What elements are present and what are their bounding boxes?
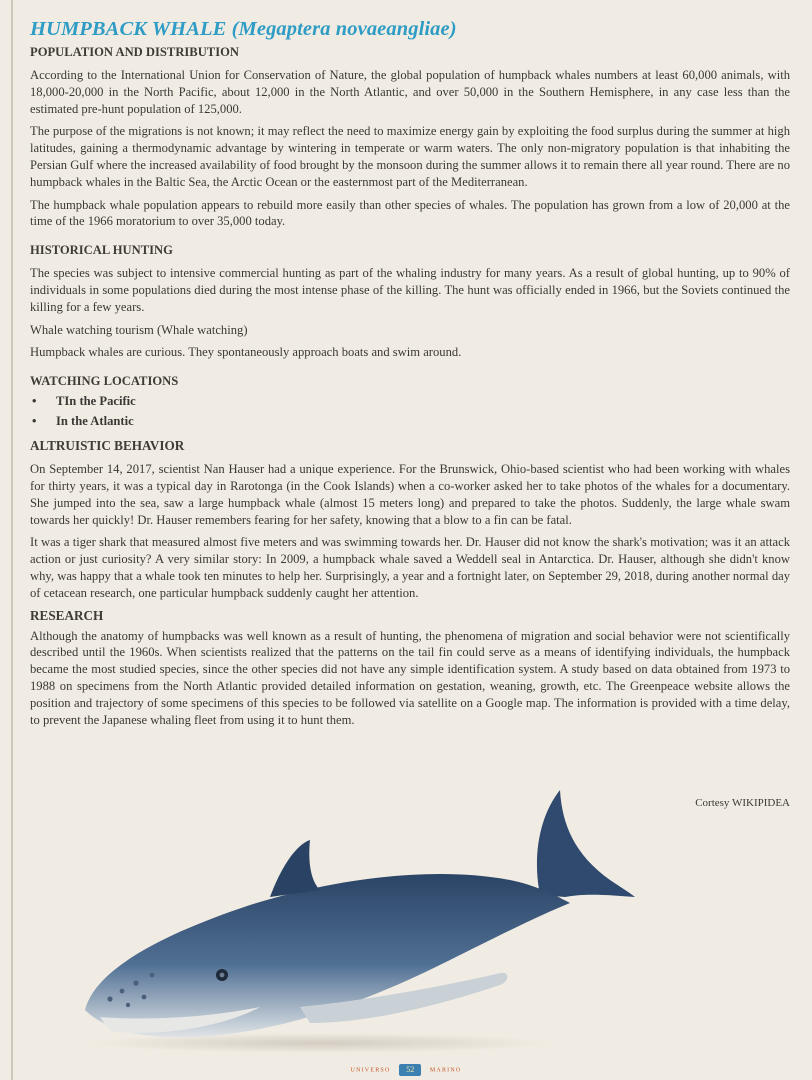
altruistic-paragraph-1: On September 14, 2017, scientist Nan Hauser had a unique experience. For the Brunswick, Ohio-based scientist who had been working with whales for thirty years, it was a typical day in Rarotonga (in the Cook Islands) when a co-worker asked her to take photos of the whales for a documentary. She jumped into the sea, saw a large humpback whale (almost 15 meters long) and prepared to take the photos. Suddenly, the large whale swam towards her quickly! Dr. Hauser remembers fearing for her safety, knowing that a blow to a fin can be fatal. — [30, 462, 790, 527]
population-paragraph-1: According to the International Union for Conservation of Nature, the global population of humpback whales numbers at least 60,000 animals, with 18,000-20,000 in the North Pacific, about 12,000 in the North Atlantic, and over 50,000 in the Southern Hemisphere, in any case less than the estimated pre-hunt population of 125,000. — [30, 68, 790, 116]
hunting-paragraph-2: Whale watching tourism (Whale watching) — [30, 322, 248, 337]
page-number: 52 — [399, 1064, 421, 1076]
altruistic-paragraph-2: It was a tiger shark that measured almost five meters and was swimming towards her. Dr. Hauser did not know the shark's motivation; was it an attack action or just curiosity? A very similar story: In 2009, a humpback whale saved a Weddell seal in Antarctica. Dr. Hauser, although she didn't know why, was happy that a whale took ten minutes to help her. Surprisingly, a year and a fortnight later, on September 29, 2018, during another normal day of cetacean research, one particular humpback suddenly caught her attention. — [30, 535, 790, 600]
article — [30, 18, 790, 734]
footer-right-text: MARINO — [429, 1067, 462, 1074]
footer-left-text: UNIVERSO — [350, 1067, 391, 1074]
hunting-heading: HISTORICAL HUNTING — [30, 243, 173, 258]
watching-heading: WATCHING LOCATIONS — [30, 374, 179, 389]
watching-list — [30, 391, 790, 431]
humpback-whale-illustration — [70, 785, 670, 1055]
population-paragraph-3: The humpback whale population appears to rebuild more easily than other species of whales. The population has grown from a low of 20,000 at the time of the 1966 moratorium to over 35,000 today. — [30, 197, 790, 229]
population-paragraph-2: The purpose of the migrations is not known; it may reflect the need to maximize energy gain by exploiting the food surplus during the summer at high latitudes, gaining a thermodynamic advantage by wintering in temperate or warm waters. The only non-migratory population is that inhabiting the Persian Gulf where the increased availability of food brought by the monsoon during the summer allows it to remain there all year round. There are no humpback whales in the Baltic Sea, the Arctic Ocean or the easternmost part of the Mediterranean. — [30, 124, 790, 189]
image-credit: Cortesy WIKIPIDEA — [695, 797, 790, 809]
research-paragraph-1: Although the anatomy of humpbacks was well known as a result of hunting, the phenomena of migration and social behavior were not scientifically described until the 1960s. When scientists realized that the patterns on the tail fin could serve as a means of identifying individuals, the humpback became the most studied species, since the other species did not have any simple identification system. A study based on data obtained from 1973 to 1988 on specimens from the North Atlantic provided detailed information on gestation, weaning, growth, etc. The Greenpeace website allows the position and trajectory of some specimens of this species to be followed via satellite on a Google map. The information is provided with a time delay, to prevent the Japanese whaling fleet from using it to hunt them. — [30, 628, 790, 727]
hunting-paragraph-3: Humpback whales are curious. They spontaneously approach boats and swim around. — [30, 345, 462, 360]
page-footer — [0, 1064, 812, 1076]
altruistic-heading: ALTRUISTIC BEHAVIOR — [30, 438, 185, 454]
article-title: HUMPBACK WHALE (Megaptera novaeangliae) — [30, 18, 457, 40]
list-item: • TIn the Pacific — [30, 391, 790, 411]
page-binding-edge — [11, 0, 13, 1080]
list-item: • In the Atlantic — [30, 411, 790, 431]
research-heading: RESEARCH — [30, 607, 104, 623]
population-heading: POPULATION AND DISTRIBUTION — [30, 45, 239, 59]
hunting-paragraph-1: The species was subject to intensive commercial hunting as part of the whaling industry for many years. As a result of global hunting, up to 90% of individuals in some populations died during the most intense phase of the killing. The hunt was officially ended in 1966, but the Soviets continued the killing for a few years. — [30, 266, 790, 314]
